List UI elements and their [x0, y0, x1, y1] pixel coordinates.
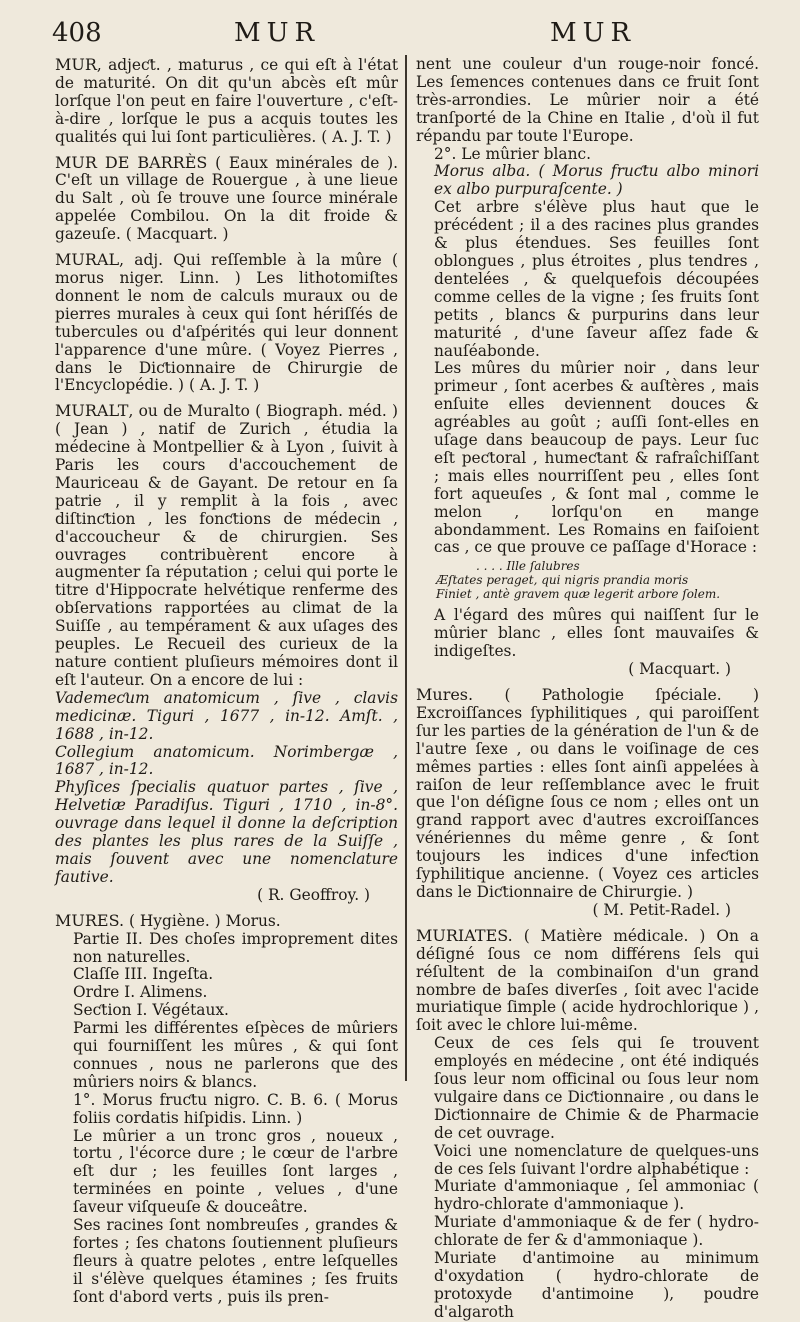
header-left: MUR — [234, 18, 321, 48]
entry-mural — [55, 251, 398, 395]
work-item: Phyſices ſpecialis quatuor partes , ſive , Helvetiæ Paradiſus. Tiguri , 1710 , in-8°. ouvrage dans lequel il donne la deſcription des plantes les plus rares de la Suiſſe , mais ſouvent avec une nomenclature fautive. — [55, 778, 398, 886]
entry-mur — [55, 56, 398, 147]
entry-text: ( Hygiène. ) Morus. — [128, 911, 281, 930]
entry-signature: ( Macquart. ) — [125, 225, 229, 244]
classification-line: Claſſe III. Ingeſta. — [73, 965, 214, 984]
paragraph: Voici une nomenclature de quelques-uns de ces ſels ſuivant l'ordre alphabétique : — [434, 1141, 759, 1178]
running-header — [52, 18, 760, 54]
paragraph: Le mûrier a un tronc gros , noueux , tortu , l'écorce dure ; le cœur de l'arbre eſt dur ; les feuilles ſont larges , terminées en pointe , velues , d'une ſaveur viſqueuſe & douceâtre. — [73, 1126, 398, 1217]
entry-term: MUR — [55, 55, 97, 74]
entry-signature: ( Macquart. ) — [628, 660, 731, 679]
entry-mures-pathologie — [416, 686, 759, 902]
left-column — [55, 56, 398, 1314]
paragraph: Parmi les différentes eſpèces de mûriers qui fourniſſent les mûres , & qui ſont connues , nous ne parlerons que des mûriers noirs & blancs. — [73, 1019, 398, 1091]
entry-term: Mures. — [416, 685, 474, 704]
entry-term: MURAL — [55, 250, 120, 270]
classification-line: Ordre I. Alimens. — [73, 983, 208, 1002]
entry-text: , adj. Qui reſſemble à la mûre ( morus niger. Linn. ) Les lithotomiſtes donnent le nom de calculs muraux ou de pierres murales à ceux qui ſont hériſſés de tubercules ou d'aſpérités qui leur donnent l'apparence d'une mûre. ( Voyez Pierres , dans le Diƈtionnaire de Chirurgie de l'Encyclopédie. ) — [55, 251, 398, 395]
entry-text: , adjeƈt. , maturus , ce qui eſt à l'état de maturité. On dit qu'un abcès eſt mûr lorſque l'on peut en faire l'ouverture , c'eſt-à-dire , lorſque le pus a acquis toutes les qualités qui lui ſont particulières. — [55, 56, 398, 146]
entry-text: ( Eaux minérales de ). C'eſt un village de Rouergue , à une lieue du Salt , où ſe trouve une ſource minérale appelée Combilou. On la dit froide & gazeuſe. — [55, 153, 398, 244]
paragraph: Cet arbre s'élève plus haut que le précédent ; il a des racines plus grandes & plus étendues. Ses feuilles ſont oblongues , plus étroites , plus tendres , dentelées , & quelquefois découpées comme celles de la vigne ; ſes fruits ſont petits , blancs & purpurins dans leur maturité , d'une ſaveur aſſez fade & nauſéabonde. — [434, 198, 759, 360]
page-number: 408 — [52, 18, 102, 48]
paragraph: Ceux de ces ſels qui ſe trouvent employés en médecine , ont été indiqués ſous leur nom officinal ou ſous leur nom vulgaire dans ce Diƈtionnaire , ou dans le Diƈtionnaire de Chimie & de Pharmacie de cet ouvrage. — [434, 1034, 759, 1142]
entry-term: MURES. — [55, 910, 125, 930]
entry-muralt — [55, 402, 398, 690]
entry-signature: ( A. J. T. ) — [188, 376, 260, 395]
entry-term: MUR DE BARRÈS — [55, 152, 208, 172]
entry-mur-de-barres — [55, 154, 398, 245]
species-heading: 2°. Le mûrier blanc. — [434, 144, 592, 163]
species-heading: 1°. Morus fruƈtu nigro. C. B. 6. ( Morus foliis cordatis hiſpidis. Linn. ) — [73, 1090, 398, 1127]
paragraph: nent une couleur d'un rouge-noir foncé. Les ſemences contenues dans ce fruit ſont très-arrondies. Le mûrier noir a été tranſporté de la Chine en Italie , d'où il fut répandu par toute l'Europe. — [416, 55, 759, 145]
work-item: Collegium anatomicum. Norimbergæ , 1687 , in-12. — [55, 742, 398, 779]
paragraph: Ses racines ſont nombreuſes , grandes & fortes ; ſes chatons ſoutiennent pluſieurs fleurs à quatre pelotes , entre leſquelles il s'élève quelques étamines ; ſes fruits ſont d'abord verts , puis ils pren- — [73, 1216, 398, 1306]
entry-term: MURIATES. — [416, 925, 513, 945]
entry-text: ( Matière médicale. ) On a déſigné ſous ce nom différens ſels qui réſultent de la combinaiſon d'un grand nombre de baſes diverſes , ſoit avec l'acide muriatique ſimple ( acide hydrochlorique ) , ſoit avec le chlore lui-même. — [416, 926, 759, 1035]
column-divider — [405, 55, 407, 1081]
header-right: MUR — [550, 18, 637, 48]
paragraph: A l'égard des mûres qui naiſſent ſur le mûrier blanc , elles ſont mauvaiſes & indigeſtes. — [434, 606, 759, 661]
horace-verse — [416, 559, 759, 601]
entry-mures-hygiene — [55, 912, 398, 931]
list-item: Muriate d'ammoniaque & de fer ( hydro-chlorate de fer & d'ammoniaque ). — [434, 1213, 759, 1250]
paragraph: Les mûres du mûrier noir , dans leur primeur , ſont acerbes & auſtères , mais enſuite elles deviennent douces & agréables au goût ; auſſi ſont-elles en uſage dans beaucoup de pays. Leur ſuc eſt peƈtoral , humeƈtant & rafraîchiſſant ; mais elles nourriſſent peu , elles ſont fort aqueuſes , & ſont mal , comme le melon , lorſqu'on en mange abondamment. Les Romains en faiſoient cas , ce que prouve ce paſſage d'Horace : — [434, 359, 759, 557]
entry-signature: ( R. Geoffroy. ) — [257, 885, 370, 904]
entry-term: MURALT — [55, 401, 129, 421]
right-column — [416, 56, 759, 1322]
entry-signature: ( A. J. T. ) — [321, 127, 392, 146]
classification-line: Partie II. Des choſes improprement dites non naturelles. — [73, 929, 398, 966]
classification-line: Seƈtion I. Végétaux. — [73, 1001, 229, 1020]
verse-line: Finiet , antè gravem quæ legerit arbore ſolem. — [436, 587, 721, 602]
species-latin: Morus alba. ( Morus fruƈtu albo minori ex albo purpuraſcente. ) — [434, 162, 759, 199]
verse-line: Æſtates peraget, qui nigris prandia moris — [436, 573, 689, 588]
list-item: Muriate d'ammoniaque , ſel ammoniac ( hydro-chlorate d'ammoniaque ). — [434, 1177, 759, 1214]
work-item: Vademeƈum anatomicum , ſive , clavis medicinæ. Tiguri , 1677 , in-12. Amſt. , 1688 , in-12. — [55, 688, 398, 743]
entry-signature: ( M. Petit-Radel. ) — [592, 900, 731, 919]
entry-muriates — [416, 927, 759, 1035]
entry-text: , ou de Muralto ( Biograph. méd. ) ( Jean ) , natif de Zurich , étudia la médecine à Montpellier & à Lyon , ſuivit à Paris les cours d'accouchement de Mauriceau & de Gayant. De retour en ſa patrie , il y remplit à la fois , avec diſtinƈtion , les fonƈtions de médecin , d'accoucheur & de chirurgien. Ses ouvrages contribuèrent encore à augmenter ſa réputation ; celui qui porte le titre d'Hippocrate helvétique renferme des obſervations rapportées au climat de la Suiſſe , au tempérament & aux uſages des peuples. Le Recueil des curieux de la nature contient pluſieurs mémoires dont il eſt l'auteur. On a encore de lui : — [55, 402, 398, 689]
entry-text: ( Pathologie ſpéciale. ) Excroiſſances ſyphilitiques , qui paroiſſent ſur les parties de la génération de l'un & de l'autre ſexe , ou dans le voiſinage de ces mêmes parties : elles ſont ainſi appelées à raiſon de leur reſſemblance avec le fruit que l'on déſigne ſous ce nom ; elles ont un grand rapport avec d'autres excroiſſances vénériennes du même genre , & ſont toujours les indices d'une infeƈtion ſyphilitique ancienne. ( Voyez ces articles dans le Diƈtionnaire de Chirurgie. ) — [416, 686, 759, 901]
list-item: Muriate d'antimoine au minimum d'oxydation ( hydro-chlorate de protoxyde d'antimoine ), poudre d'algaroth — [434, 1249, 759, 1321]
verse-line: . . . . Ille ſalubres — [476, 559, 580, 574]
